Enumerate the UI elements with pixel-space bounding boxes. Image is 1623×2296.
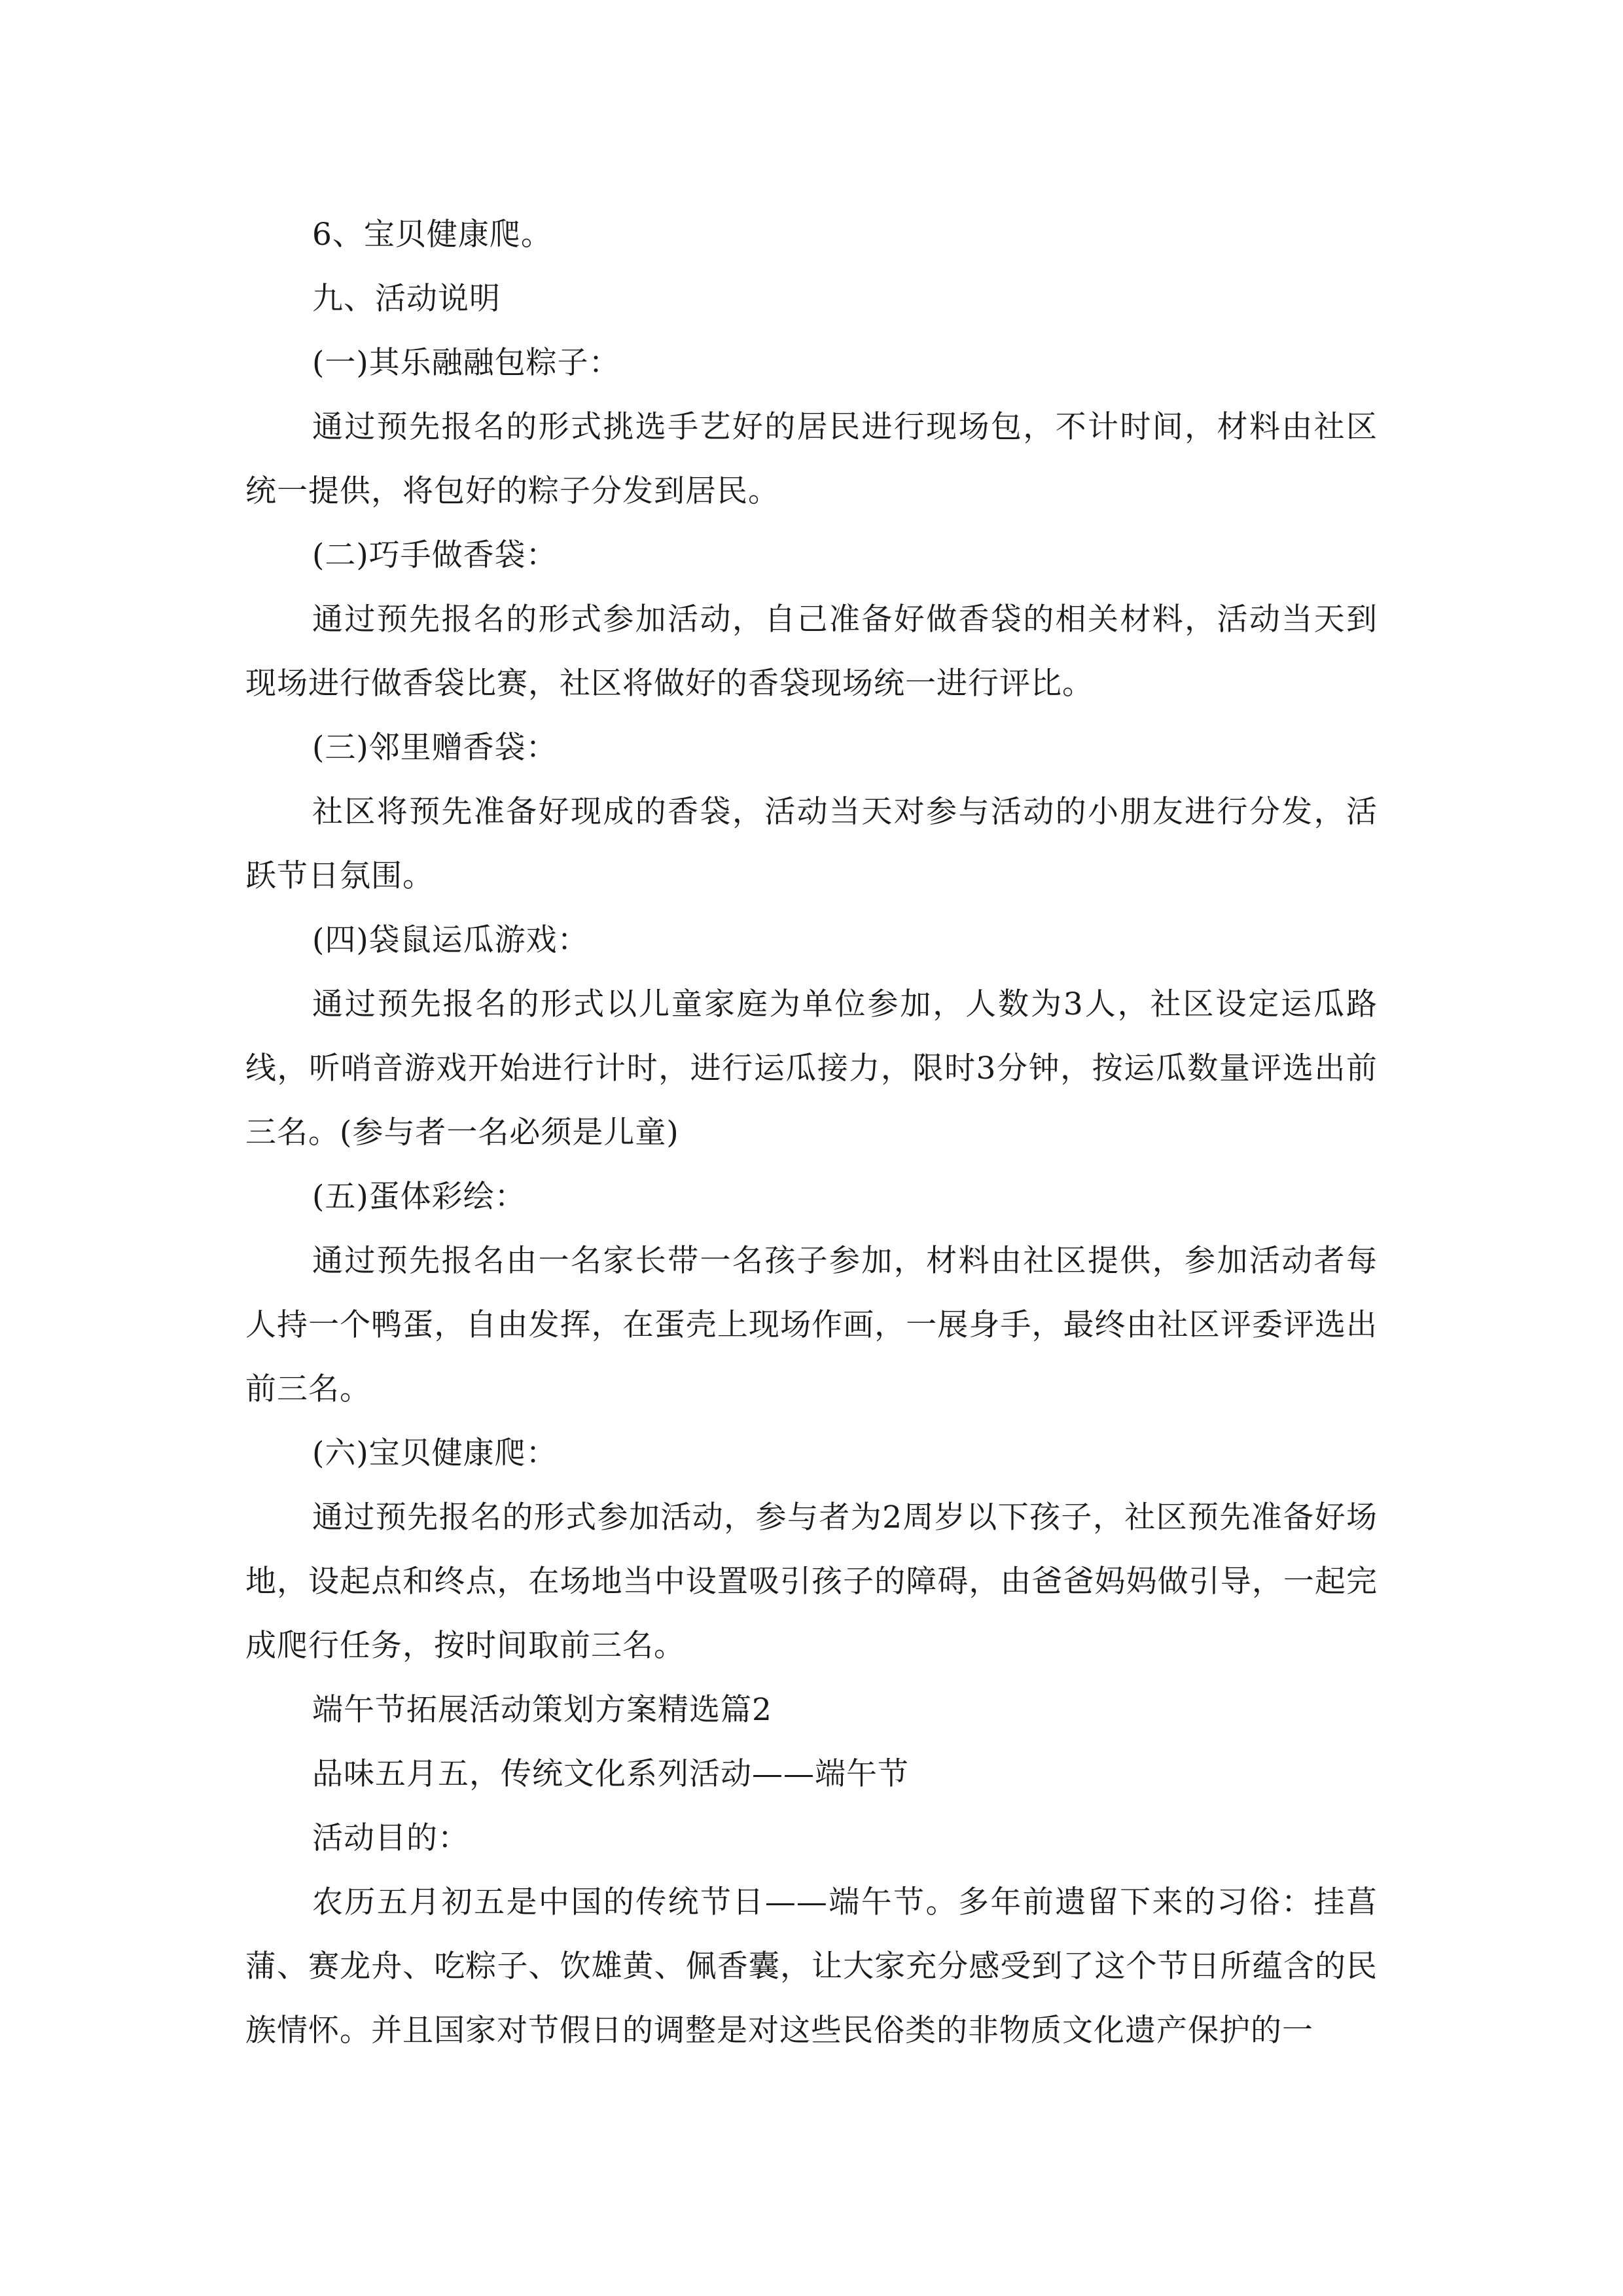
article-title: 端午节拓展活动策划方案精选篇2 <box>312 1692 772 1728</box>
document-body <box>245 203 1378 2063</box>
body-paragraph: 社区将预先准备好现成的香袋，活动当天对参与活动的小朋友进行分发，活跃节日氛围。 <box>245 794 1378 894</box>
subsection-heading: (一)其乐融融包粽子： <box>312 345 620 381</box>
subsection-heading: (四)袋鼠运瓜游戏： <box>312 922 589 958</box>
body-paragraph: 通过预先报名的形式参加活动，自己准备好做香袋的相关材料，活动当天到现场进行做香袋比赛，社区将做好的香袋现场统一进行评比。 <box>245 601 1378 702</box>
body-paragraph: 农历五月初五是中国的传统节日——端午节。多年前遗留下来的习俗：挂菖蒲、赛龙舟、吃粽子、饮雄黄、佩香囊，让大家充分感受到了这个节日所蕴含的民族情怀。并且国家对节假日的调整是对这些民俗类的非物质文化遗产保护的一 <box>245 1884 1378 2049</box>
list-item-text: 6、宝贝健康爬。 <box>312 217 552 253</box>
article-subtitle: 品味五月五，传统文化系列活动——端午节 <box>312 1756 909 1792</box>
subsection-heading: (五)蛋体彩绘： <box>312 1179 526 1215</box>
subsection-heading: (二)巧手做香袋： <box>312 537 558 573</box>
body-paragraph: 通过预先报名的形式挑选手艺好的居民进行现场包，不计时间，材料由社区统一提供，将包好的粽子分发到居民。 <box>245 409 1378 509</box>
body-paragraph: 通过预先报名的形式参加活动，参与者为2周岁以下孩子，社区预先准备好场地，设起点和终点，在场地当中设置吸引孩子的障碍，由爸爸妈妈做引导，一起完成爬行任务，按时间取前三名。 <box>245 1499 1378 1664</box>
subsection-heading: 活动目的： <box>312 1820 469 1856</box>
body-paragraph: 通过预先报名由一名家长带一名孩子参加，材料由社区提供，参加活动者每人持一个鸭蛋，自由发挥，在蛋壳上现场作画，一展身手，最终由社区评委评选出前三名。 <box>245 1243 1378 1407</box>
section-heading: 九、活动说明 <box>312 281 501 317</box>
subsection-heading: (三)邻里赠香袋： <box>312 730 558 766</box>
body-paragraph: 通过预先报名的形式以儿童家庭为单位参加，人数为3人，社区设定运瓜路线，听哨音游戏开始进行计时，进行运瓜接力，限时3分钟，按运瓜数量评选出前三名。(参与者一名必须是儿童) <box>245 986 1378 1151</box>
subsection-heading: (六)宝贝健康爬： <box>312 1435 558 1471</box>
